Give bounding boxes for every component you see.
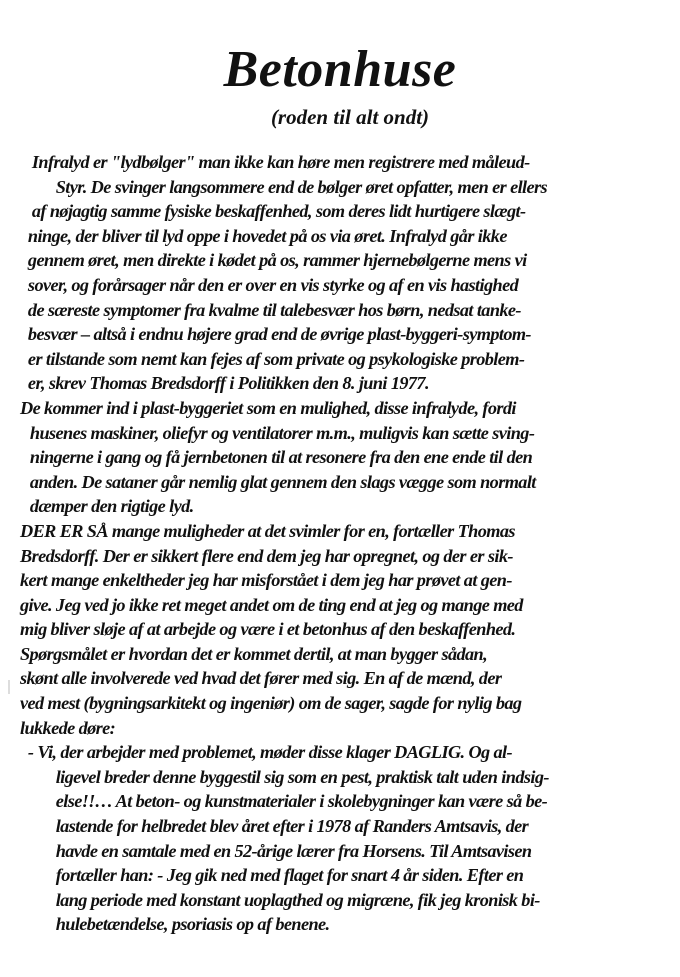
- page-title: Betonhuse: [223, 41, 457, 98]
- page-subtitle: (roden til alt ondt): [270, 105, 430, 129]
- text-line: er, skrev Thomas Bredsdorff i Politikken den 8. juni 1977.: [27, 373, 429, 394]
- text-line: else!!… At beton- og kunstmaterialer i skolebygninger kan være så be-: [55, 791, 548, 812]
- text-line: - Vi, der arbejder med problemet, møder disse klager DAGLIG. Og al-: [27, 742, 513, 763]
- text-line: anden. De sataner går nemlig glat gennem den slags vægge som normalt: [29, 471, 536, 492]
- text-line: af nøjagtig samme fysiske beskaffenhed, som deres lidt hurtigere slægt-: [31, 201, 526, 222]
- text-line: gennem øret, men direkte i kødet på os, rammer hjernebølgerne mens vi: [27, 250, 527, 271]
- text-line: lukkede døre:: [20, 717, 116, 738]
- text-line: besvær – altså i endnu højere grad end de øvrige plast-byggeri-symptom-: [27, 324, 531, 345]
- text-line: kert mange enkeltheder jeg har misforstået i dem jeg har prøvet at gen-: [20, 570, 512, 591]
- text-line: fortæller han: - Jeg gik ned med flaget for snart 4 år siden. Efter en: [55, 865, 524, 886]
- article-body: [20, 150, 670, 937]
- text-line: give. Jeg ved jo ikke ret meget andet om de ting end at jeg og mange med: [20, 594, 523, 615]
- text-line: de særeste symptomer fra kvalme til talebesvær hos børn, nedsat tanke-: [27, 299, 521, 320]
- text-line: sover, og forårsager når den er over en vis styrke og af en vis hastighed: [27, 274, 519, 295]
- text-line: hulebetændelse, psoriasis op af benene.: [55, 914, 330, 935]
- text-line: dæmper den rigtige lyd.: [29, 496, 194, 517]
- text-line: lang periode med konstant uoplagthed og migræne, fik jeg kronisk bi-: [55, 889, 540, 910]
- text-line: DER ER SÅ mange muligheder at det svimler for en, fortæller Thomas: [20, 520, 515, 541]
- text-line: mig bliver sløje af at arbejde og være i et betonhus af den beskaffenhed.: [20, 619, 516, 640]
- text-line: De kommer ind i plast-byggeriet som en mulighed, disse infralyde, fordi: [20, 397, 516, 418]
- text-line: Bredsdorff. Der er sikkert flere end dem jeg har opregnet, og der er sik-: [20, 545, 513, 566]
- text-line: Styr. De svinger langsommere end de bølger øret opfatter, men er ellers: [55, 176, 548, 197]
- text-line: ligevel breder denne byggestil sig som en pest, praktisk talt uden indsig-: [55, 766, 549, 787]
- text-line: Infralyd er "lydbølger" man ikke kan høre men registrere med måleud-: [31, 152, 530, 172]
- text-line: ninge, der bliver til lyd oppe i hovedet på os via øret. Infralyd går ikke: [27, 225, 507, 246]
- text-line: ningerne i gang og få jernbetonen til at resonere fra den ene ende til den: [29, 447, 533, 468]
- text-line: lastende for helbredet blev året efter i 1978 af Randers Amtsavis, der: [55, 816, 529, 837]
- text-line: er tilstande som nemt kan fejes af som private og psykologiske problem-: [27, 348, 525, 369]
- text-line: husenes maskiner, oliefyr og ventilatorer m.m., muligvis kan sætte sving-: [29, 422, 535, 443]
- text-line: Spørgsmålet er hvordan det er kommet dertil, at man bygger sådan,: [20, 643, 488, 664]
- text-line: ved mest (bygningsarkitekt og ingeniør) om de sager, sagde for nylig bag: [20, 693, 522, 714]
- scan-margin-mark: [8, 680, 10, 694]
- text-line: havde en samtale med en 52-årige lærer fra Horsens. Til Amtsavisen: [55, 840, 532, 861]
- text-line: skønt alle involverede ved hvad det fører med sig. En af de mænd, der: [20, 668, 502, 689]
